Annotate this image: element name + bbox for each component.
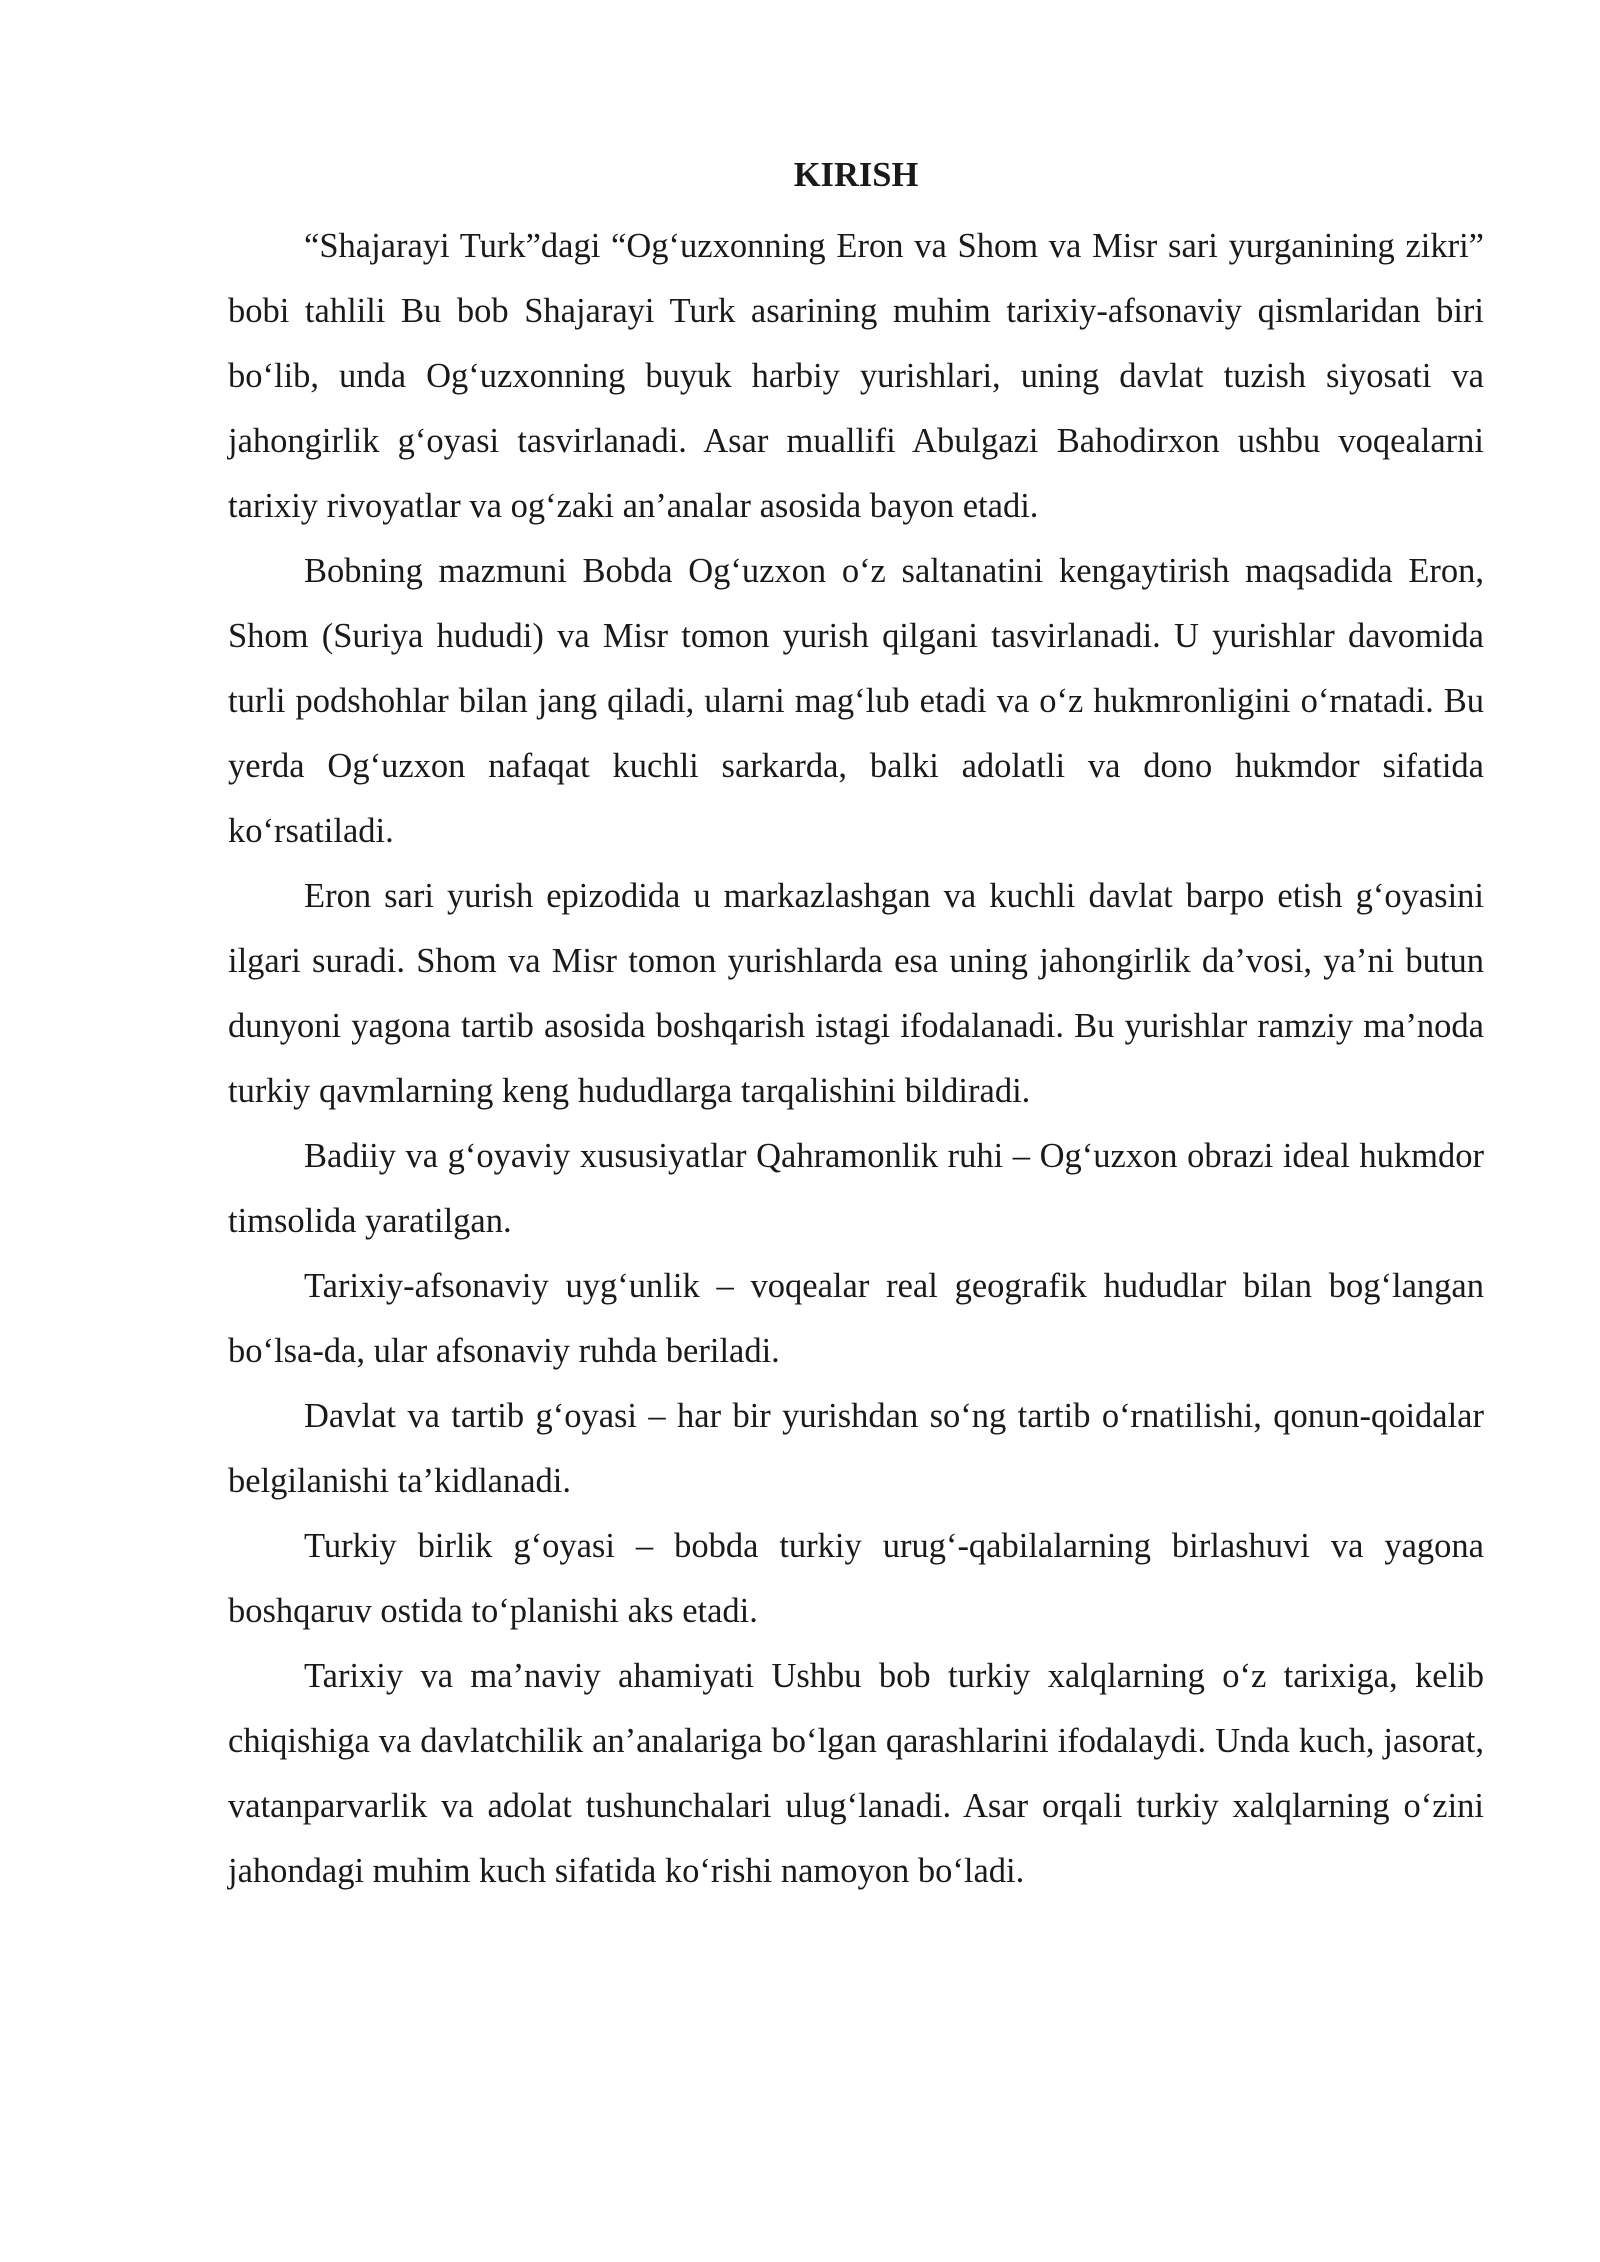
paragraph-8: Tarixiy va ma’naviy ahamiyati Ushbu bob turkiy xalqlarning o‘z tarixiga, kelib chiqishiga va davlatchilik an’analariga bo‘lgan qarashlarini ifodalaydi. Unda kuch, jasorat, vatanparvarlik va adolat tushunchalari ulug‘lanadi. Asar orqali turkiy xalqlarning o‘zini jahondagi muhim kuch sifatida ko‘rishi namoyon bo‘ladi. (228, 1657, 1484, 1890)
paragraph-7: Turkiy birlik g‘oyasi – bobda turkiy urug‘-qabilalarning birlashuvi va yagona boshqaruv ostida to‘planishi aks etadi. (228, 1527, 1484, 1630)
document-title: KIRISH (793, 156, 919, 194)
paragraph-6: Davlat va tartib g‘oyasi – har bir yurishdan so‘ng tartib o‘rnatilishi, qonun-qoidalar belgilanishi ta’kidlanadi. (228, 1397, 1484, 1500)
paragraph-2: Bobning mazmuni Bobda Og‘uzxon o‘z saltanatini kengaytirish maqsadida Eron, Shom (Suriya hududi) va Misr tomon yurish qilgani tasvirlanadi. U yurishlar davomida turli podshohlar bilan jang qiladi, ularni mag‘lub etadi va o‘z hukmronligini o‘rnatadi. Bu yerda Og‘uzxon nafaqat kuchli sarkarda, balki adolatli va dono hukmdor sifatida ko‘rsatiladi. (228, 552, 1484, 850)
paragraph-1: “Shajarayi Turk”dagi “Og‘uzxonning Eron va Shom va Misr sari yurganining zikri” bobi tahlili Bu bob Shajarayi Turk asarining muhim tarixiy-afsonaviy qismlaridan biri bo‘lib, unda Og‘uzxonning buyuk harbiy yurishlari, uning davlat tuzish siyosati va jahongirlik g‘oyasi tasvirlanadi. Asar muallifi Abulgazi Bahodirxon ushbu voqealarni tarixiy rivoyatlar va og‘zaki an’analar asosida bayon etadi. (228, 227, 1484, 525)
paragraph-4: Badiiy va g‘oyaviy xususiyatlar Qahramonlik ruhi – Og‘uzxon obrazi ideal hukmdor timsolida yaratilgan. (228, 1137, 1484, 1240)
document-page (228, 150, 1484, 1904)
paragraph-3: Eron sari yurish epizodida u markazlashgan va kuchli davlat barpo etish g‘oyasini ilgari suradi. Shom va Misr tomon yurishlarda esa uning jahongirlik da’vosi, ya’ni butun dunyoni yagona tartib asosida boshqarish istagi ifodalanadi. Bu yurishlar ramziy ma’noda turkiy qavmlarning keng hududlarga tarqalishini bildiradi. (228, 877, 1484, 1110)
paragraph-5: Tarixiy-afsonaviy uyg‘unlik – voqealar real geografik hududlar bilan bog‘langan bo‘lsa-da, ular afsonaviy ruhda beriladi. (228, 1267, 1484, 1370)
